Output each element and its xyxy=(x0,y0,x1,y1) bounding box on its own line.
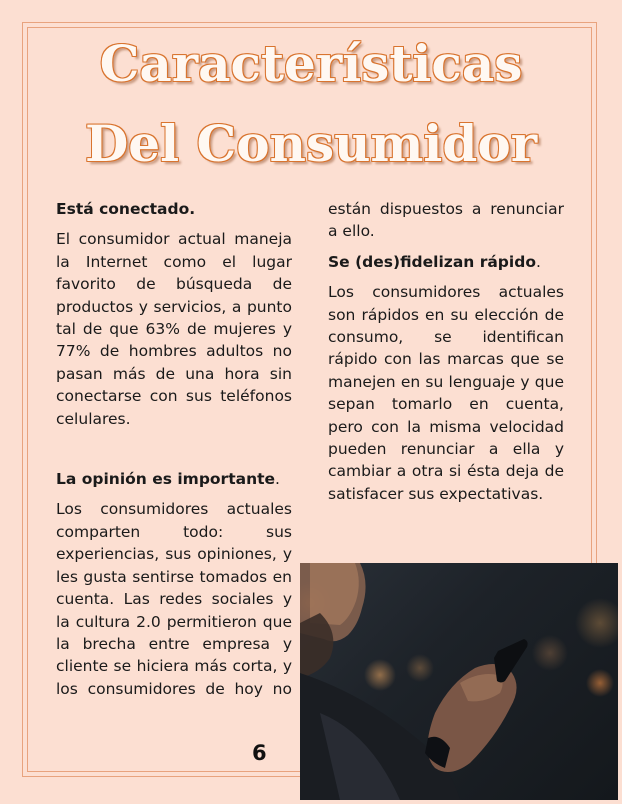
section-body-continuation: están dispuestos a renunciar a ello. xyxy=(328,200,564,241)
section-heading-conectado: Está conectado. xyxy=(56,200,196,218)
page-title-line-2: Del Consumidor xyxy=(84,114,538,173)
page-title-line-1: Características xyxy=(99,34,523,93)
section-heading-fidelizan-dot: . xyxy=(535,252,541,271)
section-heading-fidelizan-text: Se (des)fidelizan rápido xyxy=(328,252,536,271)
section-heading-opinion-dot: . xyxy=(275,470,280,489)
right-column xyxy=(328,198,564,505)
page-number: 6 xyxy=(252,741,267,765)
man-with-phone-photo xyxy=(300,563,618,800)
photo-illustration xyxy=(300,563,618,800)
section-heading-opinion xyxy=(56,468,292,490)
left-column xyxy=(56,198,292,700)
section-heading-fidelizan xyxy=(328,251,564,273)
section-body-opinion: Los consumidores actuales comparten todo: sus experiencias, sus opiniones, y les gusta sentirse tomados en cuenta. Las redes sociales y la cultura 2.0 permitieron que la brecha entre empresa y cliente se hiciera más corta, y los consumidores de hoy no xyxy=(56,500,292,698)
section-body-conectado: El consumidor actual maneja la Internet como el lugar favorito de búsqueda de productos y servicios, a punto tal de que 63% de mujeres y 77% de hombres adultos no pasan más de una hora sin conectarse con sus teléfonos celulares. xyxy=(56,230,292,428)
section-heading-opinion-text: La opinión es importante xyxy=(56,470,276,489)
section-body-fidelizan: Los consumidores actuales son rápidos en su elección de consumo, se identifican rápido con las marcas que se manejen en su lenguaje y que sepan tomarlo en cuenta, pero con la misma velocidad pueden renunciar a ella y cambiar a otra si ésta deja de satisfacer sus expectativas. xyxy=(328,283,564,503)
